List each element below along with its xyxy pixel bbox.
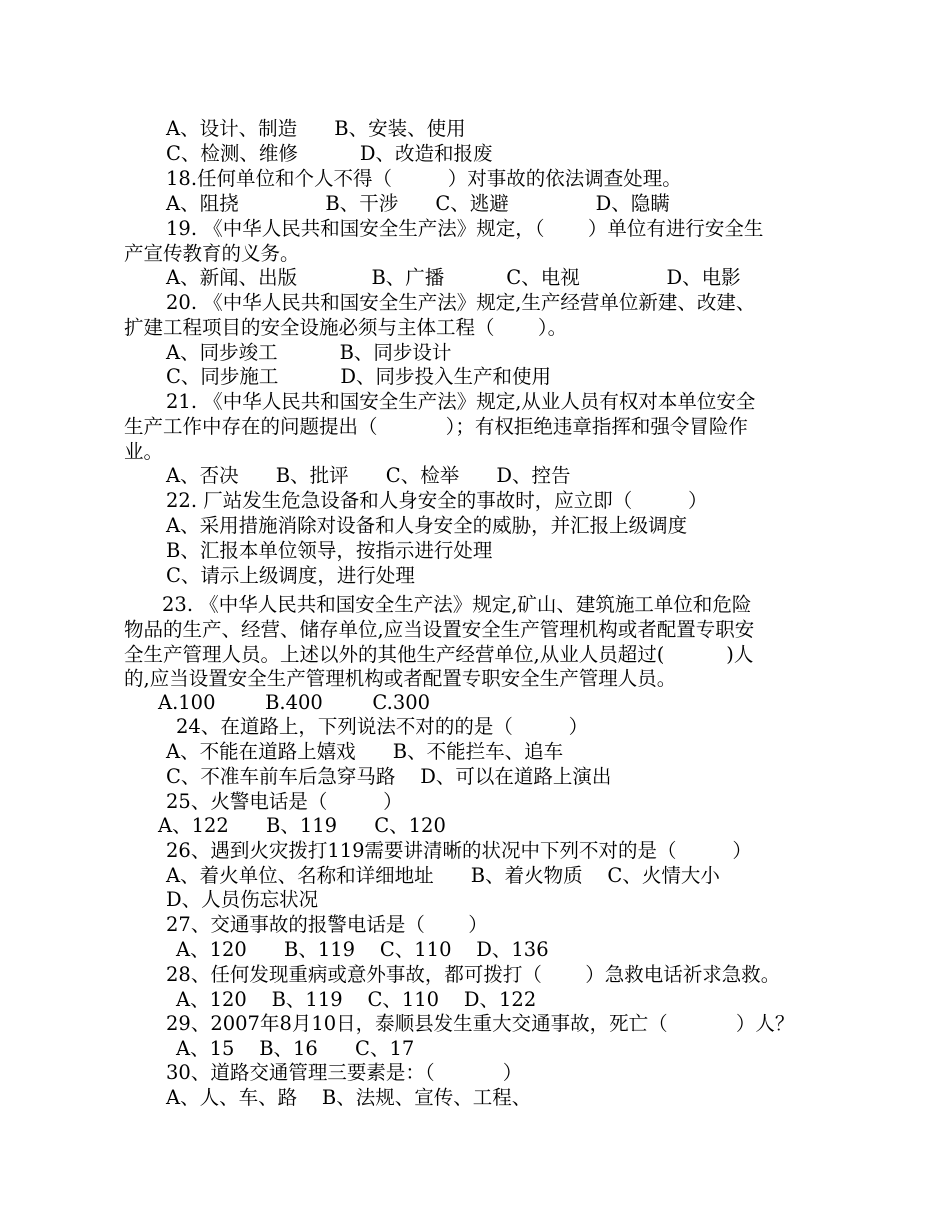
text-line: A、120 B、119 C、110 D、122 xyxy=(176,988,537,1011)
text-line: 23. 《中华人民共和国安全生产法》规定,矿山、建筑施工单位和危险 xyxy=(162,593,752,616)
text-line: D、人员伤忘状况 xyxy=(166,888,319,911)
text-line: B、汇报本单位领导，按指示进行处理 xyxy=(166,539,493,562)
text-line: 业。 xyxy=(124,440,164,463)
text-line: A、同步竣工 B、同步设计 xyxy=(166,341,452,364)
text-line: 18.任何单位和个人不得（ ）对事故的依法调查处理。 xyxy=(166,167,682,190)
text-line: A、不能在道路上嬉戏 B、不能拦车、追车 xyxy=(166,740,564,763)
text-line: 25、火警电话是（ ） xyxy=(166,790,403,813)
text-line: 28、任何发现重病或意外事故，都可拨打（ ）急救电话祈求急救。 xyxy=(166,963,781,986)
text-line: A、120 B、119 C、110 D、136 xyxy=(176,938,549,961)
text-line: A、人、车、路 B、法规、宣传、工程、 xyxy=(166,1086,532,1109)
text-line: 21. 《中华人民共和国安全生产法》规定,从业人员有权对本单位安全 xyxy=(166,390,756,413)
text-line: C、同步施工 D、同步投入生产和使用 xyxy=(166,365,552,388)
text-line: 生产工作中存在的问题提出（ ）；有权拒绝违章指挥和强令冒险作 xyxy=(124,415,748,438)
text-line: 24、在道路上，下列说法不对的的是（ ） xyxy=(176,715,589,738)
text-line: 全生产管理人员。上述以外的其他生产经营单位,从业人员超过( )人 xyxy=(124,643,754,666)
text-line: A、阻挠 B、干涉 C、逃避 D、隐瞒 xyxy=(166,192,670,215)
text-line: A.100 B.400 C.300 xyxy=(158,691,431,714)
text-line: A、15 B、16 C、17 xyxy=(176,1037,415,1060)
text-line: C、检测、维修 D、改造和报废 xyxy=(166,142,493,165)
text-line: C、不准车前车后急穿马路 D、可以在道路上演出 xyxy=(166,765,612,788)
text-line: A、否决 B、批评 C、检举 D、控告 xyxy=(166,464,571,487)
text-line: 扩建工程项目的安全设施必须与主体工程（ ）。 xyxy=(124,316,568,339)
text-line: 27、交通事故的报警电话是（ ） xyxy=(166,913,488,936)
text-line: 的,应当设置安全生产管理机构或者配置专职安全生产管理人员。 xyxy=(124,667,677,690)
text-line: 29、2007年8月10日，泰顺县发生重大交通事故，死亡（ ）人？ xyxy=(166,1012,795,1035)
text-line: A、采用措施消除对设备和人身安全的威胁，并汇报上级调度 xyxy=(166,514,688,537)
text-line: 22. 厂站发生危急设备和人身安全的事故时，应立即（ ） xyxy=(166,489,708,512)
text-line: 20. 《中华人民共和国安全生产法》规定,生产经营单位新建、改建、 xyxy=(166,291,756,314)
text-line: A、122 B、119 C、120 xyxy=(158,814,446,837)
text-line: 19. 《中华人民共和国安全生产法》规定，（ ）单位有进行安全生 xyxy=(166,217,764,240)
text-line: A、设计、制造 B、安装、使用 xyxy=(166,117,466,140)
text-line: 物品的生产、经营、储存单位,应当设置安全生产管理机构或者配置专职安 xyxy=(124,618,755,641)
text-line: 26、遇到火灾拨打119需要讲清晰的状况中下列不对的是（ ） xyxy=(166,839,752,862)
text-line: 30、道路交通管理三要素是：（ ） xyxy=(166,1061,523,1084)
text-line: A、着火单位、名称和详细地址 B、着火物质 C、火情大小 xyxy=(166,864,720,887)
text-line: C、请示上级调度，进行处理 xyxy=(166,564,415,587)
text-line: A、新闻、出版 B、广播 C、电视 D、电影 xyxy=(166,266,741,289)
text-line: 产宣传教育的义务。 xyxy=(124,242,300,265)
